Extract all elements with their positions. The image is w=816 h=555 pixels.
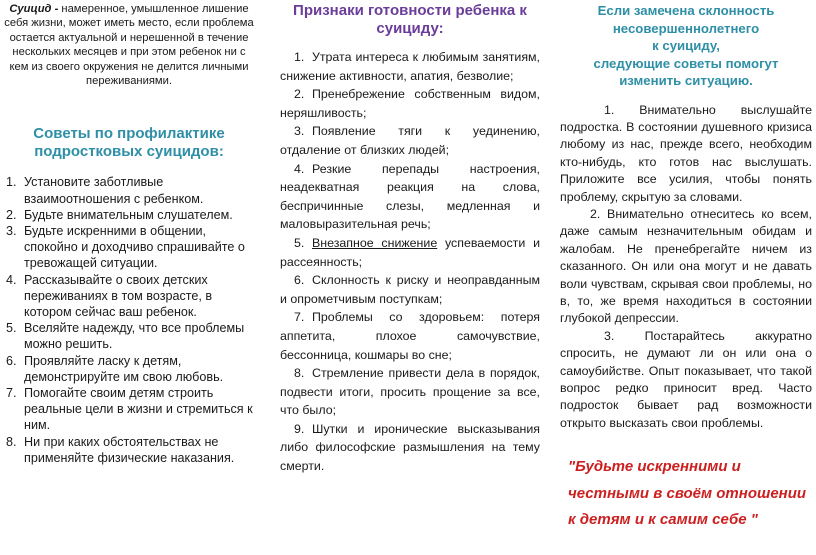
item-number: 2. bbox=[294, 87, 305, 102]
item-number: 9. bbox=[294, 421, 305, 436]
item-text: Шутки и иронические высказывания либо философские размышления на тему смерти. bbox=[280, 421, 540, 474]
item-number: 3. bbox=[294, 124, 305, 139]
list-item: 3. Будьте искренними в общении, спокойно и доходчиво спрашивайте о тревожащей ситуации. bbox=[20, 223, 254, 272]
advice-heading-line: к суициду, bbox=[652, 38, 720, 53]
item-text: успеваемости и рассеянность; bbox=[280, 235, 540, 269]
left-column bbox=[0, 0, 258, 466]
list-item bbox=[280, 234, 540, 271]
item-text: Появление тяги к уединению, отдаление от близких людей; bbox=[280, 124, 540, 157]
item-text: Стремление привести дела в порядок, подвести итоги, просить прощение за все, что было; bbox=[280, 366, 540, 418]
item-text: Проблемы со здоровьем: потеря аппетита, плохое самочувствие, бессонница, кошмары во сне; bbox=[280, 310, 540, 362]
list-item bbox=[280, 85, 540, 122]
signs-heading: Признаки готовности ребенка к суициду: bbox=[293, 2, 527, 37]
list-item bbox=[280, 48, 540, 85]
item-text: Пренебрежение собственным видом, неряшливость; bbox=[280, 87, 540, 120]
list-item bbox=[280, 122, 540, 159]
item-number: 1. bbox=[294, 50, 305, 64]
advice-paragraph: 1. Внимательно выслушайте подростка. В состоянии душевного кризиса любому из нас, прежде всего, необходим кто-нибудь, кто готов нас выслушать. Приложите все усилия, чтобы понять проблему, скрытую за словами. bbox=[560, 102, 812, 204]
definition-term: Суицид - bbox=[9, 3, 59, 15]
middle-column bbox=[280, 0, 540, 476]
item-number: 7. bbox=[294, 310, 305, 325]
list-item: 5. Вселяйте надежду, что все проблемы можно решить. bbox=[20, 320, 254, 352]
item-number: 5. bbox=[294, 235, 305, 250]
quote-line: к детям и к самим себе " bbox=[568, 511, 758, 529]
list-item bbox=[280, 308, 540, 364]
list-item: 2. Будьте внимательным слушателем. bbox=[20, 207, 254, 223]
list-item: 4. Рассказывайте о своих детских переживаниях в том возрасте, в котором сейчас ваш ребенок. bbox=[20, 272, 254, 321]
quote-line: честными в своём отношении bbox=[568, 484, 807, 502]
advice-heading-line: несовершеннолетнего bbox=[612, 20, 760, 36]
item-number: 8. bbox=[294, 366, 305, 381]
advice-heading-line: Если замечена склонность bbox=[597, 3, 775, 18]
item-number: 4. bbox=[294, 161, 305, 176]
advice-list bbox=[560, 102, 812, 433]
advice-heading-line: следующие советы помогут bbox=[593, 55, 779, 71]
signs-list bbox=[280, 48, 540, 476]
list-item: 6. Проявляйте ласку к детям, демонстрируйте им свою любовь. bbox=[20, 353, 254, 385]
suicide-definition bbox=[4, 2, 254, 88]
list-item: 8. Ни при каких обстоятельствах не применяйте физические наказания. bbox=[20, 434, 254, 466]
list-item: 1. Установите заботливые взаимоотношения с ребенком. bbox=[20, 174, 254, 206]
list-item bbox=[280, 160, 540, 234]
advice-heading bbox=[560, 2, 812, 90]
list-item bbox=[280, 364, 540, 420]
list-item bbox=[280, 420, 540, 476]
list-item bbox=[280, 271, 540, 308]
tips-heading: Советы по профилактике подростковых суицидов: bbox=[33, 125, 225, 161]
closing-quote bbox=[560, 454, 812, 534]
item-text: Склонность к риску и неоправданным и опрометчивым поступкам; bbox=[280, 273, 540, 306]
item-underlined-text: Внезапное снижение bbox=[312, 235, 438, 250]
right-column bbox=[560, 0, 812, 534]
item-text: Утрата интереса к любимым занятиям, снижение активности, апатия, безволие; bbox=[280, 50, 540, 83]
advice-heading-line: изменить ситуацию. bbox=[619, 73, 753, 88]
item-number: 6. bbox=[294, 273, 305, 288]
item-text: Резкие перепады настроения, неадекватная реакция на слова, беспричинные слезы, медленная и маловыразительная речь; bbox=[280, 161, 540, 232]
list-item: 7. Помогайте своим детям строить реальные цели в жизни и стремиться к ним. bbox=[20, 385, 254, 434]
definition-text: намеренное, умышленное лишение себя жизни, может иметь место, если проблема остается актуальной и нерешенной в течение нескольких месяцев и при этом ребенок ни с кем из своего окружения не делится личными переживаниями. bbox=[4, 3, 254, 88]
advice-paragraph: 3. Постарайтесь аккуратно спросить, не думают ли он или она о самоубийстве. Опыт показывает, что такой вопрос редко приносит вред. Часто подросток бывает рад возможности открыто высказать свои проблемы. bbox=[560, 328, 812, 430]
advice-paragraph: 2. Внимательно отнеситесь ко всем, даже самым незначительным обидам и жалобам. Не пренебрегайте ничем из сказанного. Он или она могут и не давать воли чувствам, скрывая свои проблемы, но в, то, же время находиться в состоянии глубокой депрессии. bbox=[560, 206, 812, 326]
tips-list bbox=[4, 174, 254, 466]
quote-line: "Будьте искренними и bbox=[568, 458, 741, 476]
